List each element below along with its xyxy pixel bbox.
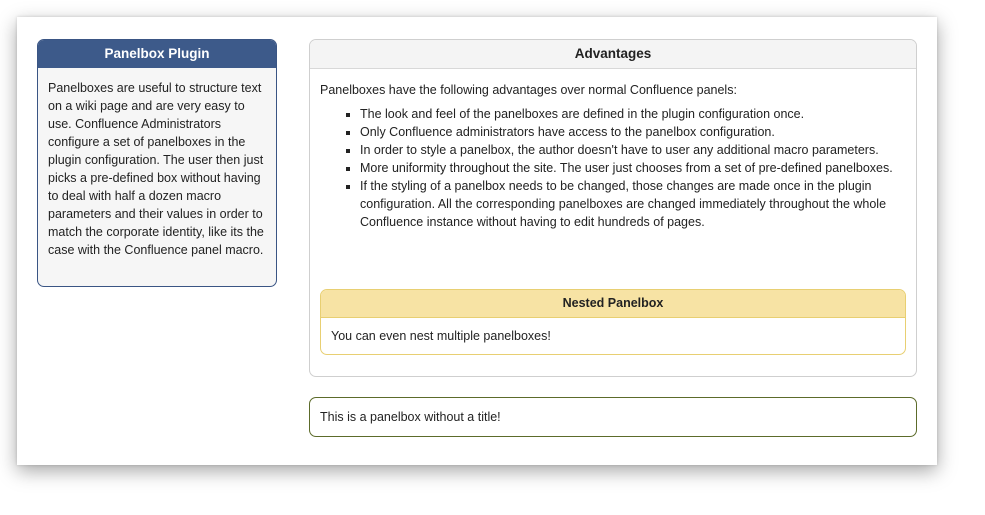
- list-item: ▪ If the styling of a panelbox needs to be changed, those changes are made once in the plugin configuration. All the corresponding panelboxes are changed immediately throughout the whole Confluence instance without having to edit hundreds of pages.: [360, 177, 916, 231]
- panelbox-plugin-title: Panelbox Plugin: [38, 40, 276, 68]
- advantages-panel: [309, 39, 917, 377]
- nested-panelbox: [320, 289, 906, 355]
- panelbox-plugin-body: Panelboxes are useful to structure text on a wiki page and are very easy to use. Confluence Administrators configure a set of panelboxes in the plugin configuration. The user then just picks a pre-defined box without having to deal with half a dozen macro parameters and their values in order to match the corporate identity, like its the case with the Confluence panel macro.: [48, 81, 264, 257]
- list-item: ▪ Only Confluence administrators have access to the panelbox configuration.: [360, 123, 916, 141]
- list-item: ▪ More uniformity throughout the site. The user just chooses from a set of pre-defined panelboxes.: [360, 159, 916, 177]
- nested-panelbox-body: You can even nest multiple panelboxes!: [331, 329, 551, 343]
- advantages-intro: Panelboxes have the following advantages over normal Confluence panels:: [320, 83, 737, 97]
- untitled-panelbox: [309, 397, 917, 437]
- advantages-list: [310, 105, 916, 231]
- list-item: ▪ In order to style a panelbox, the author doesn't have to user any additional macro parameters.: [360, 141, 916, 159]
- untitled-panelbox-body: This is a panelbox without a title!: [320, 410, 501, 424]
- advantages-title: Advantages: [310, 40, 916, 69]
- wiki-page-content: [17, 17, 937, 465]
- list-item: ▪ The look and feel of the panelboxes are defined in the plugin configuration once.: [360, 105, 916, 123]
- nested-panelbox-title: Nested Panelbox: [321, 290, 905, 318]
- panelbox-plugin-panel: [37, 39, 277, 287]
